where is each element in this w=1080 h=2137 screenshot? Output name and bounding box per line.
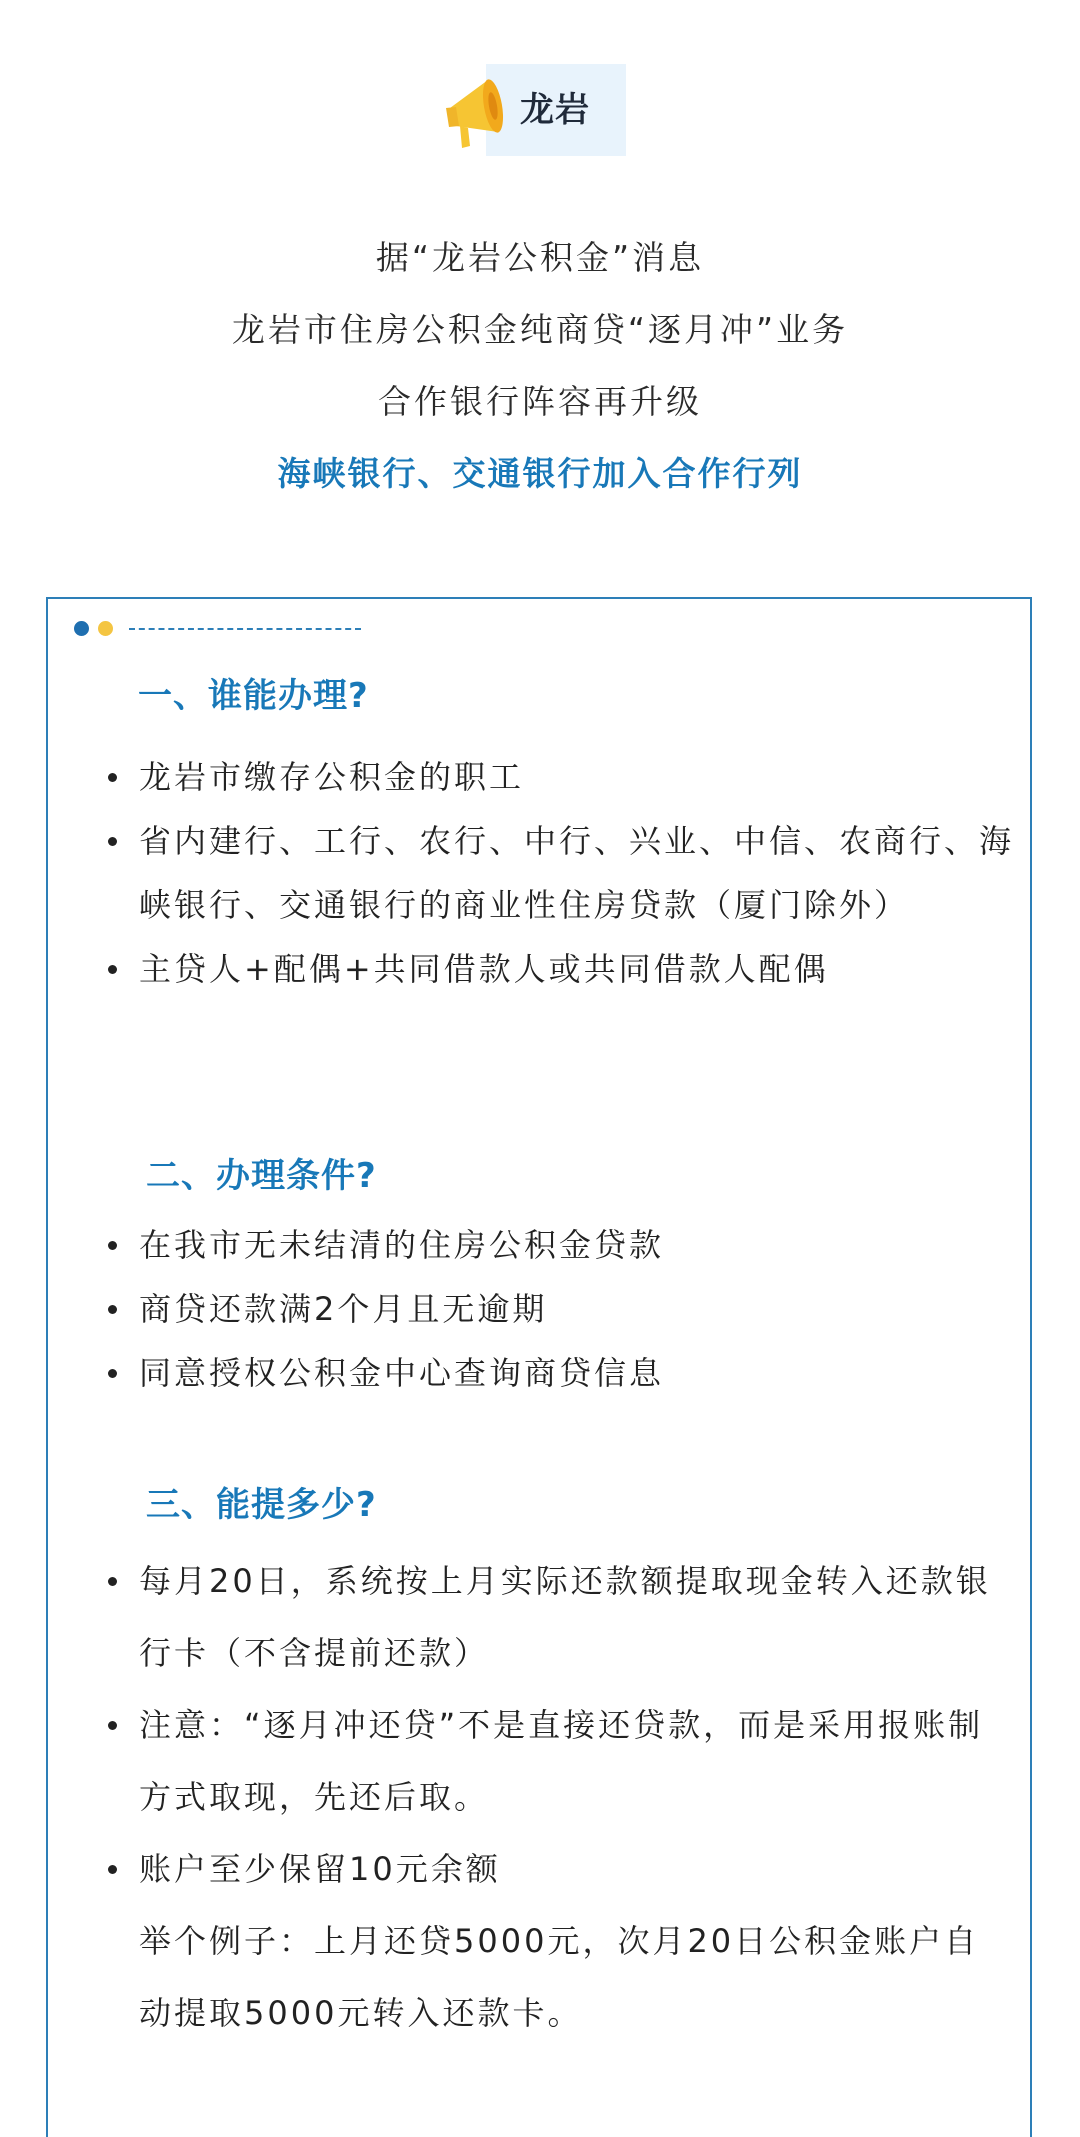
section-title-who: 一、谁能办理? <box>138 676 369 716</box>
section-list-who <box>48 745 1034 1001</box>
list-item: 商贷还款满2个月且无逾期 <box>48 1277 1034 1341</box>
intro-block <box>0 222 1080 510</box>
list-item: 注意：“逐月冲还贷”不是直接还贷款，而是采用报账制方式取现，先还后取。 <box>48 1689 1034 1833</box>
section-title-amount: 三、能提多少? <box>146 1485 377 1525</box>
list-item: 主贷人+配偶+共同借款人或共同借款人配偶 <box>48 937 1034 1001</box>
list-item: 在我市无未结清的住房公积金贷款 <box>48 1213 1034 1277</box>
content-card <box>46 597 1032 2137</box>
list-item: 每月20日，系统按上月实际还款额提取现金转入还款银行卡（不含提前还款） <box>48 1545 1034 1689</box>
blue-dot-icon <box>74 621 89 636</box>
list-item: 省内建行、工行、农行、中行、兴业、中信、农商行、海峡银行、交通银行的商业性住房贷款（厦门除外） <box>48 809 1034 937</box>
section-list-conditions <box>48 1213 1034 1405</box>
section-title-conditions: 二、办理条件? <box>146 1156 377 1196</box>
section-list-amount <box>48 1545 1034 2049</box>
intro-line: 合作银行阵容再升级 <box>378 382 702 421</box>
intro-highlight: 海峡银行、交通银行加入合作行列 <box>277 454 803 493</box>
dashed-divider <box>129 628 361 630</box>
megaphone-icon <box>440 70 518 152</box>
intro-line: 据“龙岩公积金”消息 <box>375 238 705 277</box>
list-item: 同意授权公积金中心查询商贷信息 <box>48 1341 1034 1405</box>
card-decoration <box>74 621 374 637</box>
example-text: 举个例子：上月还贷5000元，次月20日公积金账户自动提取5000元转入还款卡。 <box>139 1922 980 2032</box>
city-badge <box>440 64 626 156</box>
list-item: 龙岩市缴存公积金的职工 <box>48 745 1034 809</box>
intro-line: 龙岩市住房公积金纯商贷“逐月冲”业务 <box>231 310 849 349</box>
yellow-dot-icon <box>98 621 113 636</box>
city-badge-label: 龙岩 <box>520 90 590 130</box>
list-item: 账户至少保留10元余额 <box>48 1833 1034 1905</box>
